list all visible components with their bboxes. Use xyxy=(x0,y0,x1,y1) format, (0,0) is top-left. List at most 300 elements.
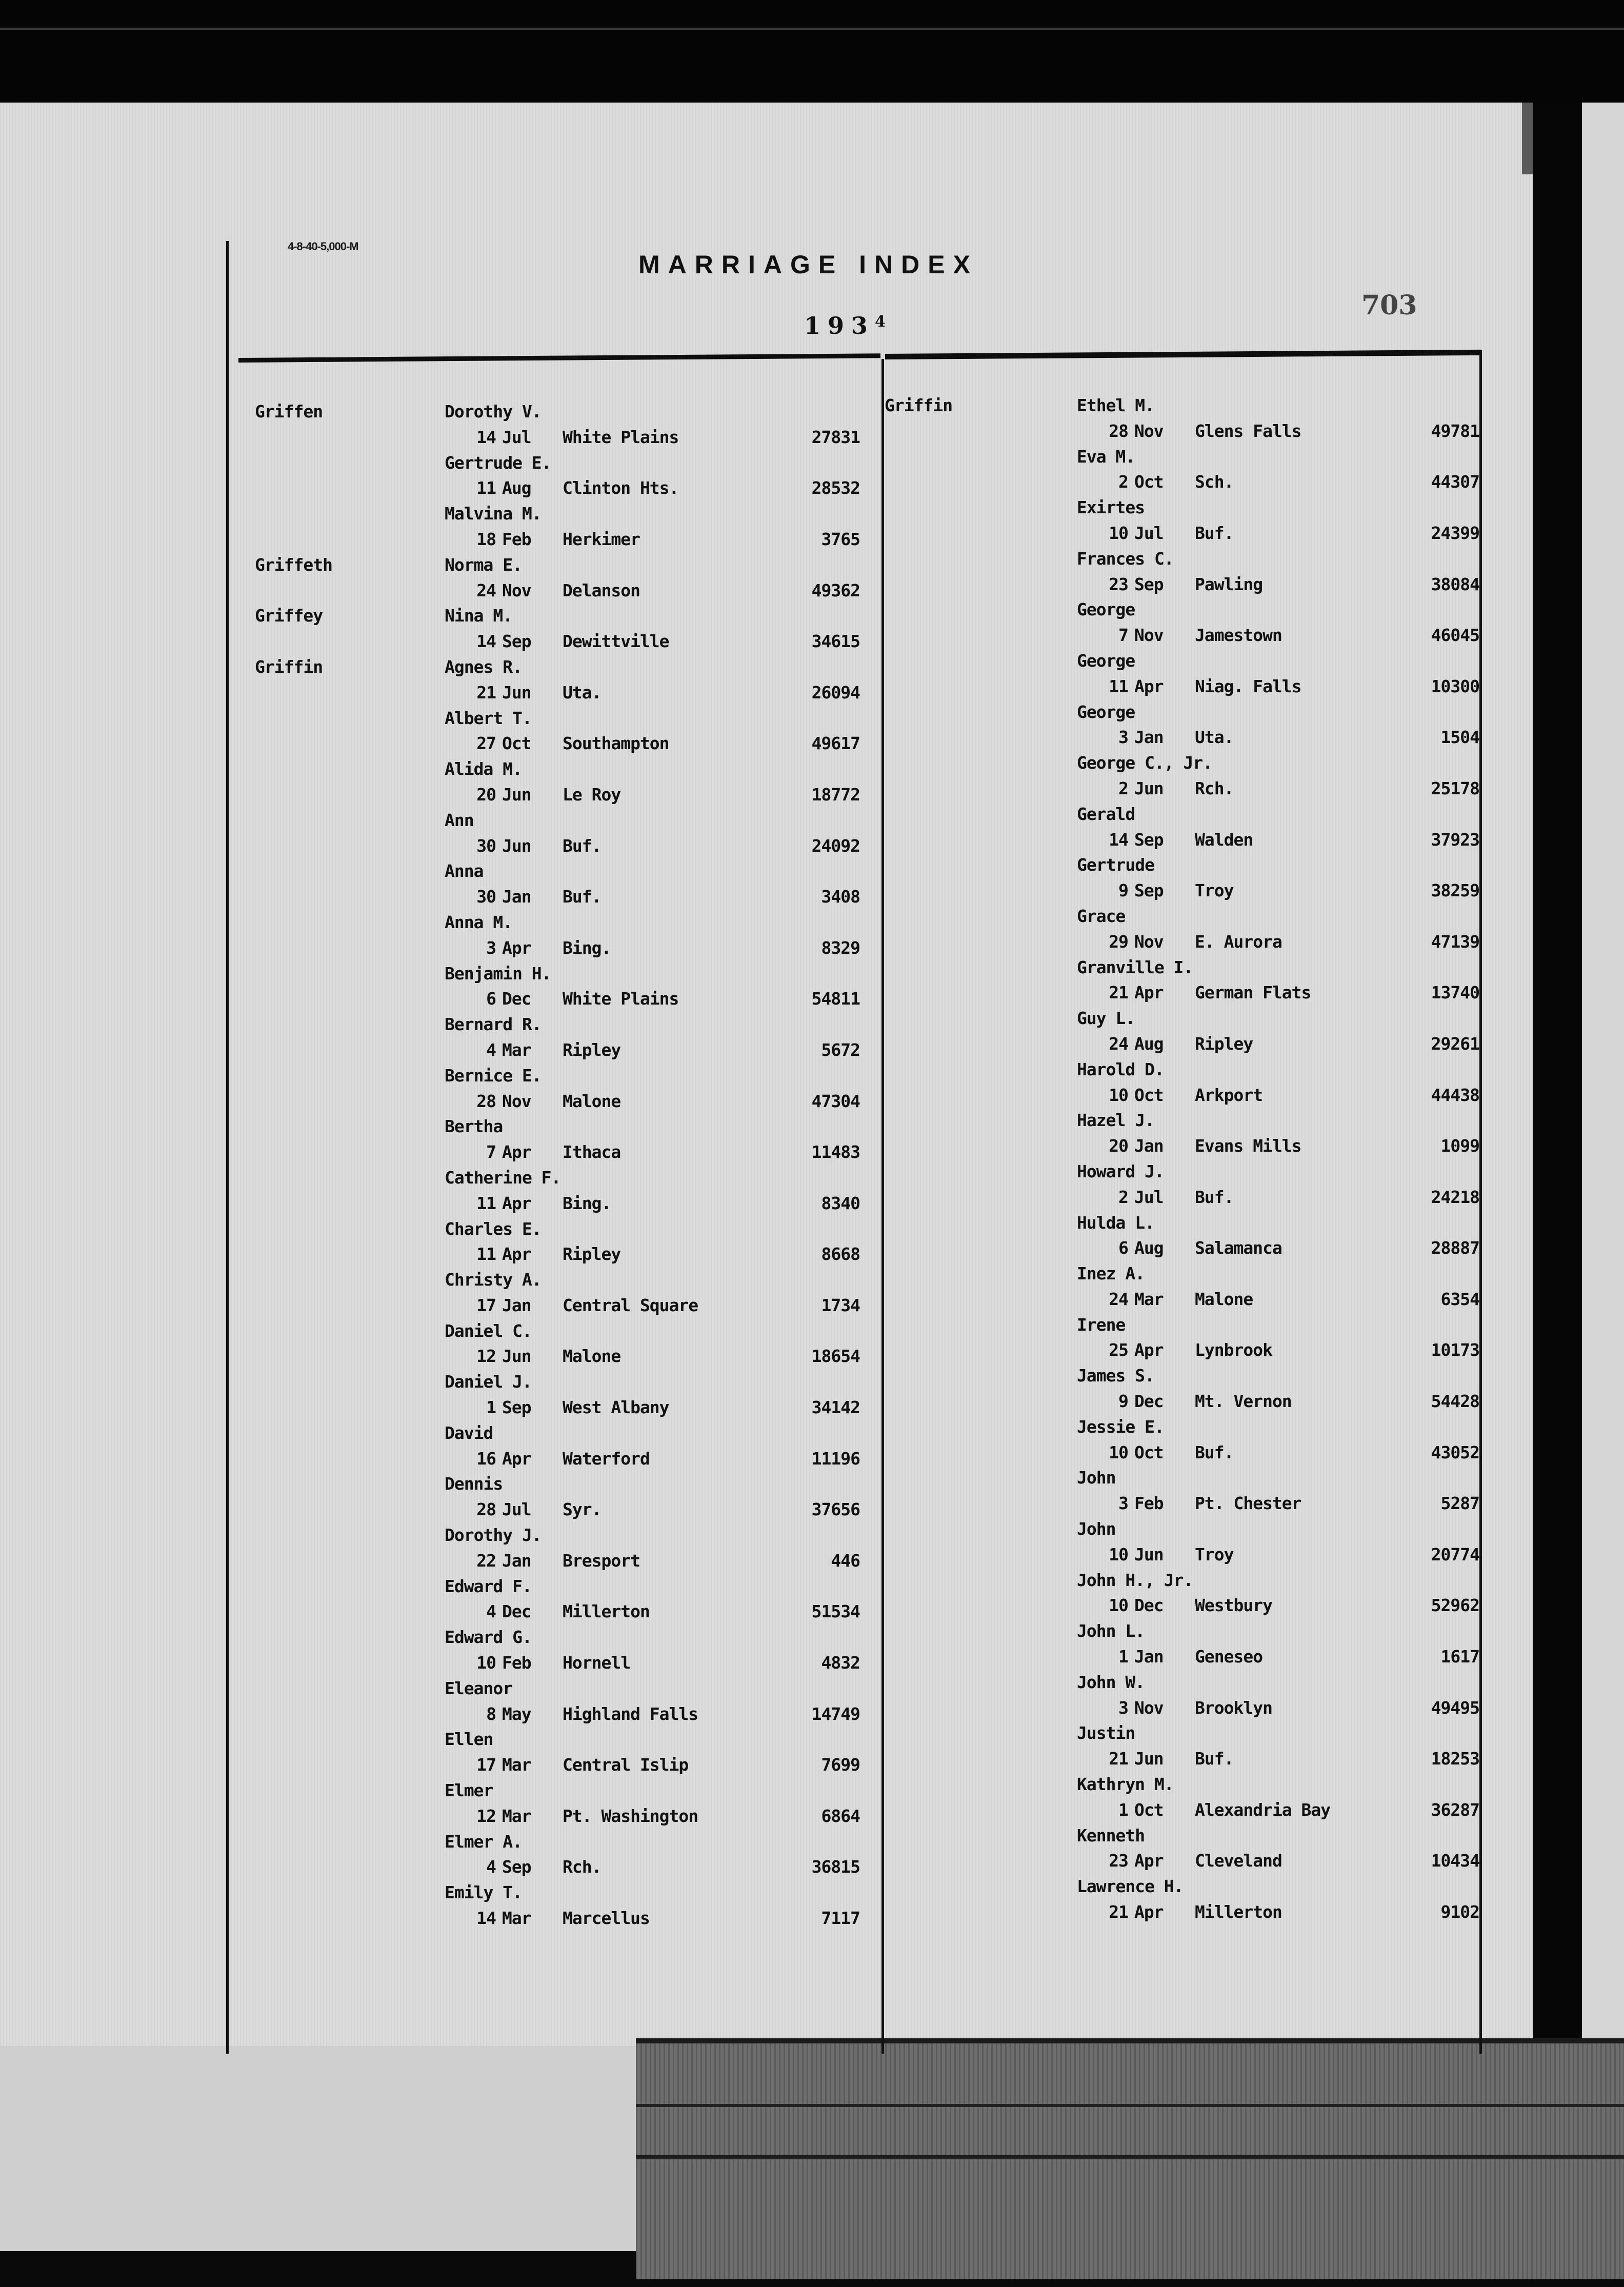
given-name: Agnes R. xyxy=(445,656,522,677)
entry-name-line xyxy=(885,801,1479,827)
marriage-place: Salamanca xyxy=(1195,1238,1282,1258)
given-name: Albert T. xyxy=(445,708,532,728)
certificate-number: 1504 xyxy=(1440,727,1479,748)
certificate-number: 11196 xyxy=(811,1448,860,1469)
marriage-month: Jun xyxy=(1134,1544,1164,1564)
year-digits: 193 xyxy=(804,312,875,339)
entry-detail-line xyxy=(255,1241,860,1267)
marriage-day: 8 xyxy=(486,1703,496,1724)
certificate-number: 4832 xyxy=(821,1653,860,1673)
entry-name-line xyxy=(255,1012,860,1037)
marriage-day: 11 xyxy=(476,1193,496,1213)
marriage-place: Central Islip xyxy=(563,1755,689,1775)
entry-detail-line xyxy=(885,980,1479,1006)
marriage-place: Malone xyxy=(563,1091,621,1111)
index-entry xyxy=(885,597,1479,648)
marriage-day: 23 xyxy=(1109,574,1128,594)
marriage-month: Mar xyxy=(502,1805,531,1826)
marriage-day: 20 xyxy=(476,784,496,805)
certificate-number: 36815 xyxy=(811,1857,860,1877)
entry-detail-line xyxy=(255,731,860,756)
marriage-day: 30 xyxy=(476,835,496,856)
entry-detail-line xyxy=(885,1337,1479,1363)
given-name: George xyxy=(1077,650,1135,671)
entry-detail-line xyxy=(255,1905,860,1931)
marriage-place: Bing. xyxy=(563,1193,611,1213)
certificate-number: 38259 xyxy=(1431,880,1479,901)
marriage-day: 10 xyxy=(1109,1085,1128,1105)
entry-detail-line xyxy=(255,1293,860,1318)
given-name: Gertrude xyxy=(1077,855,1154,875)
marriage-place: Uta. xyxy=(563,682,602,703)
marriage-month: Mar xyxy=(502,1039,531,1060)
certificate-number: 3765 xyxy=(821,529,860,549)
given-name: Eleanor xyxy=(445,1678,513,1698)
certificate-number: 52962 xyxy=(1431,1595,1479,1616)
marriage-place: Sch. xyxy=(1195,472,1234,492)
entry-name-line xyxy=(885,1261,1479,1287)
marriage-month: Apr xyxy=(502,1142,531,1162)
index-entry xyxy=(255,1880,860,1931)
certificate-number: 6354 xyxy=(1440,1289,1479,1309)
marriage-place: E. Aurora xyxy=(1195,931,1282,952)
given-name: Anna M. xyxy=(445,912,513,932)
certificate-number: 10300 xyxy=(1431,676,1479,696)
given-name: Elmer xyxy=(445,1780,493,1801)
entry-detail-line xyxy=(255,833,860,859)
right-index-column xyxy=(885,393,1479,1925)
marriage-month: Jan xyxy=(502,887,531,907)
given-name: Dorothy V. xyxy=(445,402,542,422)
marriage-place: Buf. xyxy=(1195,1749,1234,1769)
marriage-place: Buf. xyxy=(563,887,602,907)
marriage-place: Bresport xyxy=(563,1550,640,1571)
marriage-day: 3 xyxy=(1118,727,1128,748)
index-entry xyxy=(255,603,860,654)
certificate-number: 8668 xyxy=(821,1244,860,1265)
form-left-border xyxy=(226,241,229,2054)
surname: Griffey xyxy=(255,606,323,626)
entry-name-line xyxy=(885,750,1479,776)
entry-detail-line xyxy=(885,674,1479,699)
marriage-month: Apr xyxy=(502,1193,531,1213)
marriage-day: 21 xyxy=(1109,1902,1128,1922)
marriage-place: Central Square xyxy=(563,1295,698,1315)
marriage-month: Jul xyxy=(1134,1187,1164,1207)
certificate-number: 11483 xyxy=(811,1142,860,1162)
entry-name-line xyxy=(255,399,860,425)
certificate-number: 29261 xyxy=(1431,1033,1479,1054)
index-entry xyxy=(255,1063,860,1114)
given-name: Daniel C. xyxy=(445,1320,532,1341)
marriage-place: Pt. Washington xyxy=(563,1805,698,1826)
entry-name-line xyxy=(255,910,860,935)
entry-detail-line xyxy=(255,1854,860,1880)
certificate-number: 18253 xyxy=(1431,1749,1479,1769)
given-name: Emily T. xyxy=(445,1882,522,1903)
marriage-day: 10 xyxy=(1109,523,1128,543)
entry-name-line xyxy=(885,1874,1479,1899)
marriage-month: Mar xyxy=(502,1755,531,1775)
marriage-day: 20 xyxy=(1109,1136,1128,1156)
index-entry xyxy=(255,1624,860,1676)
marriage-place: Dewittville xyxy=(563,631,669,652)
entry-detail-line xyxy=(255,578,860,604)
given-name: John xyxy=(1077,1468,1116,1488)
entry-name-line xyxy=(885,444,1479,470)
given-name: Ethel M. xyxy=(1077,395,1154,415)
index-entry xyxy=(255,501,860,552)
entry-detail-line xyxy=(885,1542,1479,1568)
entry-detail-line xyxy=(255,475,860,501)
marriage-month: Nov xyxy=(502,1091,531,1111)
marriage-month: Jun xyxy=(502,682,531,703)
marriage-place: Glens Falls xyxy=(1195,420,1301,441)
certificate-number: 54428 xyxy=(1431,1391,1479,1412)
index-entry xyxy=(885,1720,1479,1772)
marriage-place: Clinton Hts. xyxy=(563,478,679,498)
index-entry xyxy=(885,1363,1479,1414)
marriage-day: 7 xyxy=(486,1142,496,1162)
index-entry xyxy=(885,1618,1479,1670)
given-name: James S. xyxy=(1077,1366,1154,1386)
entry-name-line xyxy=(255,1624,860,1650)
index-entry xyxy=(255,1778,860,1829)
index-entry xyxy=(255,706,860,757)
certificate-number: 25178 xyxy=(1431,778,1479,798)
marriage-month: Sep xyxy=(502,1857,531,1877)
marriage-day: 2 xyxy=(1118,472,1128,492)
entry-name-line xyxy=(255,1063,860,1089)
marriage-day: 18 xyxy=(476,529,496,549)
certificate-number: 24218 xyxy=(1431,1187,1479,1207)
marriage-place: Marcellus xyxy=(563,1908,650,1929)
marriage-month: Apr xyxy=(502,937,531,958)
given-name: Justin xyxy=(1077,1723,1135,1743)
certificate-number: 3408 xyxy=(821,887,860,907)
given-name: Elmer A. xyxy=(445,1831,522,1852)
entry-name-line xyxy=(255,501,860,527)
marriage-month: Sep xyxy=(502,1397,531,1418)
marriage-place: Lynbrook xyxy=(1195,1340,1272,1360)
marriage-place: Arkport xyxy=(1195,1085,1263,1105)
entry-name-line xyxy=(885,1006,1479,1031)
given-name: George xyxy=(1077,599,1135,620)
marriage-day: 29 xyxy=(1109,931,1128,952)
certificate-number: 34142 xyxy=(811,1397,860,1418)
marriage-month: Mar xyxy=(502,1908,531,1929)
marriage-month: Nov xyxy=(1134,420,1164,441)
certificate-number: 8340 xyxy=(821,1193,860,1213)
entry-name-line xyxy=(255,756,860,782)
index-entry xyxy=(885,393,1479,444)
marriage-place: Millerton xyxy=(1195,1902,1282,1922)
marriage-month: Jun xyxy=(1134,1749,1164,1769)
entry-detail-line xyxy=(885,878,1479,904)
entry-detail-line xyxy=(885,1082,1479,1108)
certificate-number: 38084 xyxy=(1431,574,1479,594)
given-name: Kathryn M. xyxy=(1077,1774,1174,1795)
entry-name-line xyxy=(255,961,860,987)
marriage-place: White Plains xyxy=(563,427,679,447)
marriage-place: Troy xyxy=(1195,880,1234,901)
marriage-place: Uta. xyxy=(1195,727,1234,748)
entry-name-line xyxy=(255,706,860,731)
index-entry xyxy=(885,904,1479,955)
certificate-number: 44438 xyxy=(1431,1085,1479,1105)
marriage-place: Troy xyxy=(1195,1544,1234,1564)
entry-detail-line xyxy=(255,1599,860,1624)
given-name: Ellen xyxy=(445,1729,493,1750)
index-entry xyxy=(885,852,1479,904)
marriage-day: 6 xyxy=(486,989,496,1009)
marriage-day: 3 xyxy=(1118,1493,1128,1514)
certificate-number: 34615 xyxy=(811,631,860,652)
entry-name-line xyxy=(255,1420,860,1446)
given-name: Anna xyxy=(445,861,484,881)
certificate-number: 18654 xyxy=(811,1346,860,1367)
entry-detail-line xyxy=(885,1644,1479,1670)
marriage-day: 9 xyxy=(1118,880,1128,901)
certificate-number: 446 xyxy=(831,1550,860,1571)
marriage-day: 10 xyxy=(476,1653,496,1673)
entry-name-line xyxy=(885,1720,1479,1746)
entry-detail-line xyxy=(885,1031,1479,1057)
marriage-place: Ripley xyxy=(563,1039,621,1060)
entry-detail-line xyxy=(255,1548,860,1574)
entry-detail-line xyxy=(255,680,860,706)
marriage-day: 22 xyxy=(476,1550,496,1571)
given-name: George xyxy=(1077,701,1135,722)
entry-detail-line xyxy=(885,1389,1479,1414)
marriage-month: Mar xyxy=(1134,1289,1164,1309)
entry-detail-line xyxy=(885,1899,1479,1925)
certificate-number: 49781 xyxy=(1431,420,1479,441)
binding-shadow xyxy=(1522,103,1533,174)
marriage-month: Apr xyxy=(1134,1340,1164,1360)
index-entry xyxy=(885,801,1479,853)
marriage-month: Apr xyxy=(1134,1851,1164,1871)
marriage-place: Ithaca xyxy=(563,1142,621,1162)
marriage-day: 25 xyxy=(1109,1340,1128,1360)
marriage-month: Oct xyxy=(1134,1085,1164,1105)
entry-name-line xyxy=(255,1676,860,1701)
certificate-number: 43052 xyxy=(1431,1442,1479,1462)
given-name: Howard J. xyxy=(1077,1161,1164,1181)
given-name: Guy L. xyxy=(1077,1008,1135,1029)
marriage-place: Walden xyxy=(1195,829,1253,850)
given-name: Exirtes xyxy=(1077,497,1145,518)
marriage-month: Jul xyxy=(502,427,531,447)
marriage-month: Jan xyxy=(1134,727,1164,748)
entry-name-line xyxy=(255,1471,860,1497)
given-name: Catherine F. xyxy=(445,1167,561,1188)
certificate-number: 5287 xyxy=(1440,1493,1479,1514)
marriage-month: Oct xyxy=(1134,472,1164,492)
entry-name-line xyxy=(885,1108,1479,1133)
index-entry xyxy=(255,961,860,1012)
given-name: Alida M. xyxy=(445,759,522,779)
given-name: Daniel J. xyxy=(445,1372,532,1392)
marriage-place: Millerton xyxy=(563,1601,650,1622)
marriage-month: Oct xyxy=(1134,1799,1164,1820)
given-name: Hazel J. xyxy=(1077,1110,1154,1131)
entry-name-line xyxy=(885,904,1479,929)
certificate-number: 1099 xyxy=(1440,1136,1479,1156)
marriage-place: Westbury xyxy=(1195,1595,1272,1616)
marriage-place: Southampton xyxy=(563,733,669,754)
given-name: Bertha xyxy=(445,1116,503,1137)
book-edge-line xyxy=(636,2104,1624,2107)
index-entry xyxy=(255,1318,860,1370)
marriage-month: Apr xyxy=(1134,676,1164,696)
marriage-month: Apr xyxy=(502,1448,531,1469)
marriage-month: Sep xyxy=(1134,880,1164,901)
entry-name-line xyxy=(885,1159,1479,1185)
certificate-number: 47304 xyxy=(811,1091,860,1111)
marriage-place: Geneseo xyxy=(1195,1647,1263,1667)
index-entry xyxy=(255,1420,860,1472)
marriage-month: Jun xyxy=(1134,778,1164,798)
entry-name-line xyxy=(255,1522,860,1548)
column-divider xyxy=(881,359,884,2054)
given-name: Harold D. xyxy=(1077,1059,1164,1079)
entry-name-line xyxy=(885,1618,1479,1644)
form-code: 4-8-40-5,000-M xyxy=(288,240,358,253)
marriage-month: Feb xyxy=(502,1653,531,1673)
marriage-place: West Albany xyxy=(563,1397,669,1418)
marriage-day: 12 xyxy=(476,1805,496,1826)
entry-detail-line xyxy=(885,725,1479,750)
marriage-day: 9 xyxy=(1118,1391,1128,1412)
given-name: Gerald xyxy=(1077,804,1135,824)
marriage-day: 21 xyxy=(1109,982,1128,1003)
entry-name-line xyxy=(885,699,1479,725)
marriage-place: Evans Mills xyxy=(1195,1136,1301,1156)
index-entry xyxy=(255,1829,860,1880)
entry-name-line xyxy=(885,1414,1479,1440)
given-name: Norma E. xyxy=(445,554,522,575)
given-name: Charles E. xyxy=(445,1218,542,1239)
certificate-number: 46045 xyxy=(1431,625,1479,646)
entry-detail-line xyxy=(255,425,860,450)
marriage-place: Pawling xyxy=(1195,574,1263,594)
certificate-number: 44307 xyxy=(1431,472,1479,492)
entry-detail-line xyxy=(255,629,860,654)
marriage-place: Rch. xyxy=(1195,778,1234,798)
marriage-place: Malone xyxy=(1195,1289,1253,1309)
certificate-number: 47139 xyxy=(1431,931,1479,952)
entry-name-line xyxy=(255,1267,860,1293)
marriage-day: 1 xyxy=(1118,1799,1128,1820)
entry-detail-line xyxy=(885,1235,1479,1261)
marriage-day: 24 xyxy=(1109,1289,1128,1309)
marriage-day: 3 xyxy=(486,937,496,958)
marriage-month: Jun xyxy=(502,835,531,856)
certificate-number: 49495 xyxy=(1431,1697,1479,1718)
surname: Griffin xyxy=(885,395,953,415)
marriage-day: 4 xyxy=(486,1039,496,1060)
marriage-place: Buf. xyxy=(1195,1187,1234,1207)
marriage-month: Sep xyxy=(502,631,531,652)
marriage-place: Buf. xyxy=(1195,523,1234,543)
marriage-place: Mt. Vernon xyxy=(1195,1391,1292,1412)
marriage-place: Malone xyxy=(563,1346,621,1367)
entry-detail-line xyxy=(885,623,1479,648)
entry-name-line xyxy=(255,450,860,476)
marriage-place: Highland Falls xyxy=(563,1703,698,1724)
entry-detail-line xyxy=(255,935,860,961)
entry-name-line xyxy=(255,1369,860,1395)
given-name: Inez A. xyxy=(1077,1263,1145,1284)
marriage-day: 10 xyxy=(1109,1595,1128,1616)
index-entry xyxy=(255,654,860,706)
marriage-place: Syr. xyxy=(563,1499,602,1520)
entry-detail-line xyxy=(885,827,1479,853)
page-bottom-margin xyxy=(0,2046,636,2251)
given-name: Hulda L. xyxy=(1077,1212,1154,1233)
marriage-month: Sep xyxy=(1134,829,1164,850)
index-entry xyxy=(885,750,1479,801)
entry-name-line xyxy=(885,955,1479,980)
marriage-day: 4 xyxy=(486,1857,496,1877)
index-entry xyxy=(255,858,860,910)
index-entry xyxy=(885,1516,1479,1568)
given-name: John W. xyxy=(1077,1672,1145,1692)
index-entry xyxy=(255,756,860,808)
entry-detail-line xyxy=(255,1191,860,1216)
certificate-number: 49362 xyxy=(811,580,860,600)
entry-name-line xyxy=(255,654,860,680)
page-number: 703 xyxy=(1361,290,1417,321)
index-entry xyxy=(885,1006,1479,1057)
film-top-border xyxy=(0,0,1624,103)
given-name: Benjamin H. xyxy=(445,963,551,984)
entry-name-line xyxy=(885,1772,1479,1797)
certificate-number: 54811 xyxy=(811,989,860,1009)
entry-name-line xyxy=(255,1880,860,1905)
index-entry xyxy=(255,1522,860,1574)
entry-detail-line xyxy=(885,1848,1479,1874)
marriage-month: Nov xyxy=(1134,625,1164,646)
book-edge-bottom xyxy=(636,2038,1624,2279)
marriage-month: May xyxy=(502,1703,531,1724)
entry-name-line xyxy=(255,552,860,578)
entry-detail-line xyxy=(255,1803,860,1829)
marriage-day: 16 xyxy=(476,1448,496,1469)
certificate-number: 20774 xyxy=(1431,1544,1479,1564)
marriage-day: 14 xyxy=(1109,829,1128,850)
marriage-month: Jul xyxy=(1134,523,1164,543)
entry-detail-line xyxy=(885,572,1479,597)
certificate-number: 5672 xyxy=(821,1039,860,1060)
marriage-place: White Plains xyxy=(563,989,679,1009)
marriage-place: Le Roy xyxy=(563,784,621,805)
marriage-month: Jun xyxy=(502,1346,531,1367)
entry-name-line xyxy=(885,852,1479,878)
index-entry xyxy=(255,552,860,604)
index-entry xyxy=(885,444,1479,495)
index-entry xyxy=(255,1727,860,1778)
certificate-number: 10173 xyxy=(1431,1340,1479,1360)
marriage-month: Feb xyxy=(1134,1493,1164,1514)
given-name: John H., Jr. xyxy=(1077,1570,1193,1590)
marriage-place: Cleveland xyxy=(1195,1851,1282,1871)
given-name: John L. xyxy=(1077,1621,1145,1641)
entry-detail-line xyxy=(885,469,1479,495)
marriage-day: 11 xyxy=(476,478,496,498)
surname: Griffen xyxy=(255,402,323,422)
